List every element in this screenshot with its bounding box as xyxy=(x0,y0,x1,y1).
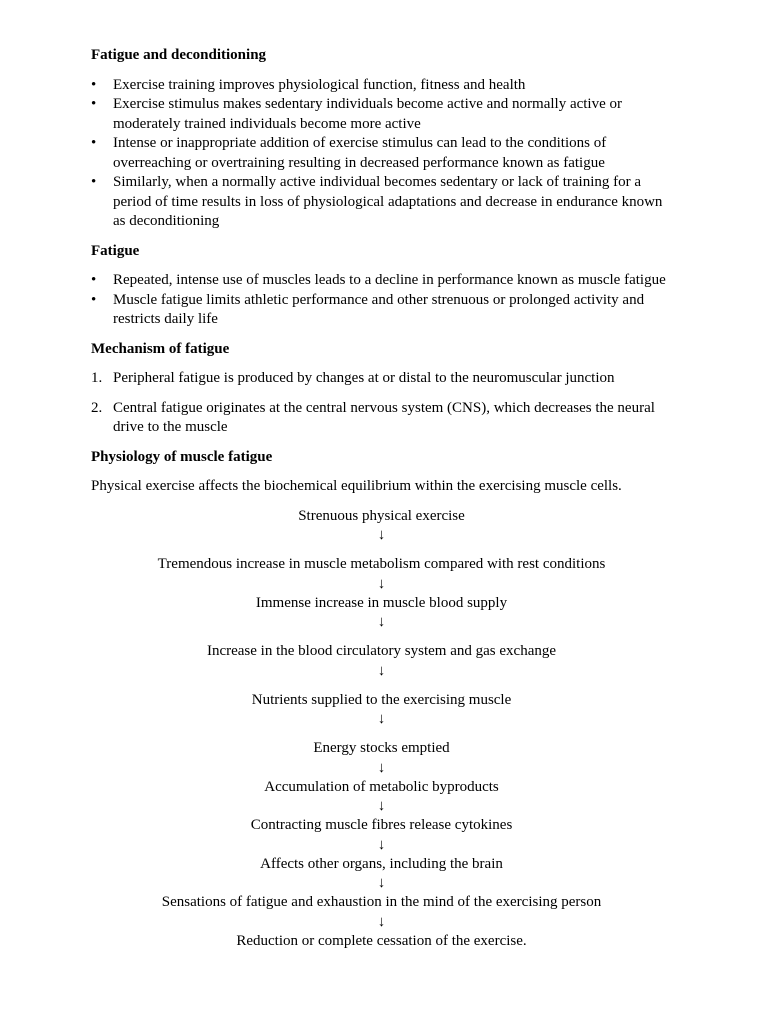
bullet-icon: • xyxy=(91,272,97,288)
list-number: 1. xyxy=(91,370,103,386)
mechanism-numbered-list xyxy=(91,369,672,438)
flow-step: Tremendous increase in muscle metabolism compared with rest conditions xyxy=(157,556,606,572)
list-item xyxy=(91,76,672,96)
down-arrow-icon: ↓ xyxy=(377,798,386,814)
list-item xyxy=(91,369,672,389)
list-item xyxy=(91,399,672,438)
down-arrow-icon: ↓ xyxy=(377,875,386,891)
flow-step: Reduction or complete cessation of the exercise. xyxy=(236,932,527,949)
list-item-text: Exercise stimulus makes sedentary individuals become active and normally active or moderately trained individuals become more active xyxy=(113,96,623,132)
list-item-text: Muscle fatigue limits athletic performance and other strenuous or prolonged activity and restricts daily life xyxy=(113,291,645,327)
flow-step: Increase in the blood circulatory system and gas exchange xyxy=(206,643,557,659)
bullet-icon: • xyxy=(91,135,97,151)
bullet-icon: • xyxy=(91,291,97,308)
list-item-text: Exercise training improves physiological function, fitness and health xyxy=(113,76,526,93)
flow-step: Immense increase in muscle blood supply xyxy=(255,594,508,611)
down-arrow-icon: ↓ xyxy=(377,527,386,543)
flow-step: Nutrients supplied to the exercising muscle xyxy=(251,691,512,708)
fatigue-bullet-list xyxy=(91,271,672,330)
list-item xyxy=(91,95,672,134)
flow-step: Sensations of fatigue and exhaustion in the mind of the exercising person xyxy=(161,894,602,910)
list-item-text: Central fatigue originates at the central nervous system (CNS), which decreases the neural drive to the muscle xyxy=(113,399,655,435)
bullet-icon: • xyxy=(91,76,97,93)
list-item xyxy=(91,134,672,173)
list-number: 2. xyxy=(91,399,103,416)
fatigue-flow-diagram xyxy=(91,507,672,952)
flow-step: Strenuous physical exercise xyxy=(298,507,465,524)
list-item-text: Peripheral fatigue is produced by changes at or distal to the neuromuscular junction xyxy=(113,370,615,386)
list-item xyxy=(91,271,672,291)
list-item-text: Similarly, when a normally active individual becomes sedentary or lack of training for a period of time results in loss of physiological adaptations and decrease in endurance known as deconditioning xyxy=(113,174,663,229)
flow-step: Energy stocks emptied xyxy=(313,740,450,756)
physiology-intro-paragraph: Physical exercise affects the biochemical equilibrium within the exercising muscle cells. xyxy=(91,478,622,494)
down-arrow-icon: ↓ xyxy=(377,913,386,930)
flow-step: Affects other organs, including the brain xyxy=(260,855,503,872)
flow-step: Accumulation of metabolic byproducts xyxy=(264,778,499,795)
heading-mechanism-of-fatigue: Mechanism of fatigue xyxy=(91,340,230,357)
heading-physiology-of-muscle-fatigue: Physiology of muscle fatigue xyxy=(91,448,273,465)
list-item xyxy=(91,291,672,330)
down-arrow-icon: ↓ xyxy=(377,759,386,776)
heading-fatigue-and-deconditioning: Fatigue and deconditioning xyxy=(91,47,267,63)
heading-fatigue: Fatigue xyxy=(91,242,140,259)
list-item xyxy=(91,173,672,232)
down-arrow-icon: ↓ xyxy=(377,711,386,727)
list-item-text: Intense or inappropriate addition of exercise stimulus can lead to the conditions of overreaching or overtraining resulting in decreased performance known as fatigue xyxy=(113,135,607,171)
flow-step: Contracting muscle fibres release cytokines xyxy=(250,817,513,833)
bullet-icon: • xyxy=(91,96,97,112)
down-arrow-icon: ↓ xyxy=(377,662,386,679)
down-arrow-icon: ↓ xyxy=(377,836,386,853)
down-arrow-icon: ↓ xyxy=(377,614,386,630)
bullet-icon: • xyxy=(91,174,97,190)
deconditioning-bullet-list xyxy=(91,76,672,232)
down-arrow-icon: ↓ xyxy=(377,575,386,592)
list-item-text: Repeated, intense use of muscles leads to a decline in performance known as muscle fatigue xyxy=(113,272,666,288)
